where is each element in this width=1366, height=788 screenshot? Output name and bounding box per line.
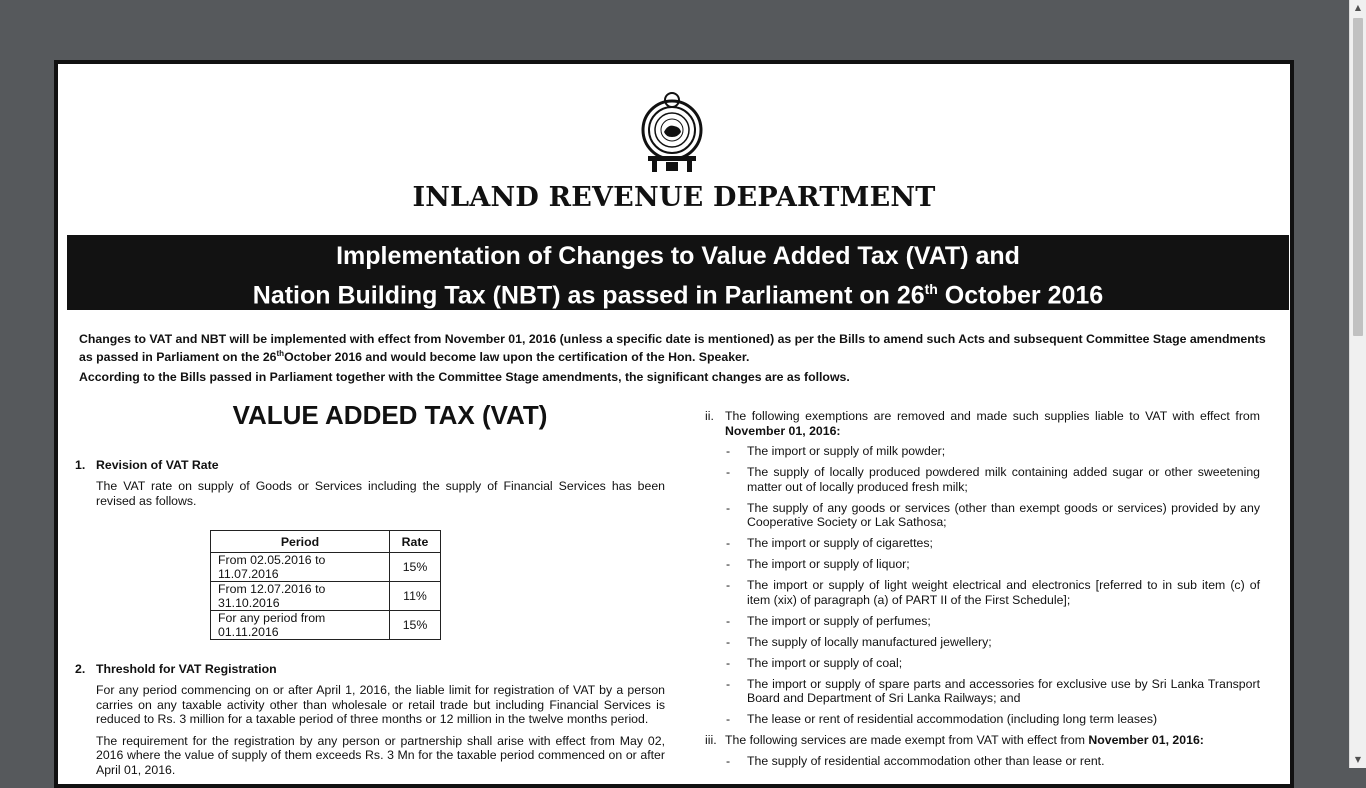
intro-paragraph-1: Changes to VAT and NBT will be implemented with effect from November 01, 2016 (unless a specific date is mentioned) as per the Bills to amend such Acts and subsequent Committee Stage amendments as passed in Parliament on the 26thOctober 2016 and would become law upon the certification of the Hon. Speaker.: [79, 332, 1266, 364]
list-item: - The import or supply of cigarettes;: [726, 536, 933, 550]
list-item: - The supply of any goods or services (other than exempt goods or services) provided by any Cooperative Society or Lak Sathosa;: [726, 500, 1260, 529]
list-item: - The supply of locally manufactured jewellery;: [726, 634, 992, 649]
period-cell: For any period from 01.11.2016: [211, 611, 390, 640]
column-header-rate: Rate: [390, 531, 441, 553]
table-row: [211, 582, 441, 611]
department-title: INLAND REVENUE DEPARTMENT: [412, 182, 936, 213]
intro-paragraph-2: According to the Bills passed in Parliament together with the Committee Stage amendments, the significant changes are as follows.: [79, 370, 850, 385]
column-header-period: Period: [211, 531, 390, 553]
list-item: - The import or supply of liquor;: [726, 557, 910, 571]
section-paragraph: The VAT rate on supply of Goods or Services including the supply of Financial Services has been revised as follows.: [96, 479, 665, 508]
list-item: - The supply of locally produced powdered milk containing added sugar or other sweetening matter out of locally produced fresh milk;: [726, 465, 1260, 494]
sri-lanka-emblem-icon: [640, 82, 704, 174]
vat-rate-table: [210, 530, 441, 640]
item-ii: ii. The following exemptions are removed and made such supplies liable to VAT with effect from November 01, 2016:: [705, 409, 1260, 438]
list-item: - The import or supply of perfumes;: [726, 613, 931, 628]
title-banner: [67, 235, 1289, 310]
section-title-threshold: 2. Threshold for VAT Registration: [75, 662, 277, 676]
list-item: - The import or supply of light weight electrical and electronics [referred to in sub item (c) of item (xix) of paragraph (a) of PART II of the First Schedule];: [726, 578, 1260, 607]
item-iii: iii. The following services are made exempt from VAT with effect from November 01, 2016:: [705, 733, 1204, 747]
right-column: [705, 409, 1260, 775]
section-paragraph: For any period commencing on or after April 1, 2016, the liable limit for registration of VAT by a person carries on any taxable activity other than wholesale or retail trade but including Financial Services is reduced to Rs. 3 million for a taxable period of three months or 12 million in the twelve months period.: [96, 683, 665, 726]
scroll-up-arrow-icon[interactable]: ▲: [1354, 3, 1362, 12]
vat-heading: VALUE ADDED TAX (VAT): [232, 400, 548, 430]
period-cell: From 12.07.2016 to 31.10.2016: [211, 582, 390, 611]
document-page: [54, 60, 1294, 788]
table-row: [211, 553, 441, 582]
banner-line-1: Implementation of Changes to Value Added Tax (VAT) and: [336, 242, 1020, 270]
list-item: - The import or supply of spare parts and accessories for exclusive use by Sri Lanka Transport Board and Department of Sri Lanka Railways; and: [726, 676, 1260, 705]
list-item: - The lease or rent of residential accommodation (including long term leases): [726, 712, 1158, 726]
table-header-row: [211, 531, 441, 553]
section-paragraph: The requirement for the registration by any person or partnership shall arise with effect from May 02, 2016 where the value of supply of them exceeds Rs. 3 Mn for the taxable period commenced on or after April 01, 2016.: [96, 733, 665, 777]
vertical-scrollbar[interactable]: [1349, 0, 1366, 768]
list-item: - The supply of residential accommodation other than lease or rent.: [726, 753, 1105, 768]
scroll-down-arrow-icon[interactable]: ▼: [1354, 755, 1362, 764]
section-title-vat-rate: 1. Revision of VAT Rate: [75, 458, 219, 472]
rate-cell: 15%: [390, 553, 441, 582]
rate-cell: 15%: [390, 611, 441, 640]
left-column: [75, 400, 665, 777]
scrollbar-thumb[interactable]: [1353, 18, 1363, 336]
removed-exemptions-list: [705, 444, 1260, 727]
new-exemptions-list: [705, 754, 1260, 769]
banner-line-2: Nation Building Tax (NBT) as passed in Parliament on 26th October 2016: [252, 281, 1104, 310]
intro-text: [79, 332, 1269, 391]
list-item: - The import or supply of coal;: [726, 655, 903, 670]
table-row: [211, 611, 441, 640]
period-cell: From 02.05.2016 to 11.07.2016: [211, 553, 390, 582]
list-item: - The import or supply of milk powder;: [726, 444, 946, 458]
rate-cell: 11%: [390, 582, 441, 611]
